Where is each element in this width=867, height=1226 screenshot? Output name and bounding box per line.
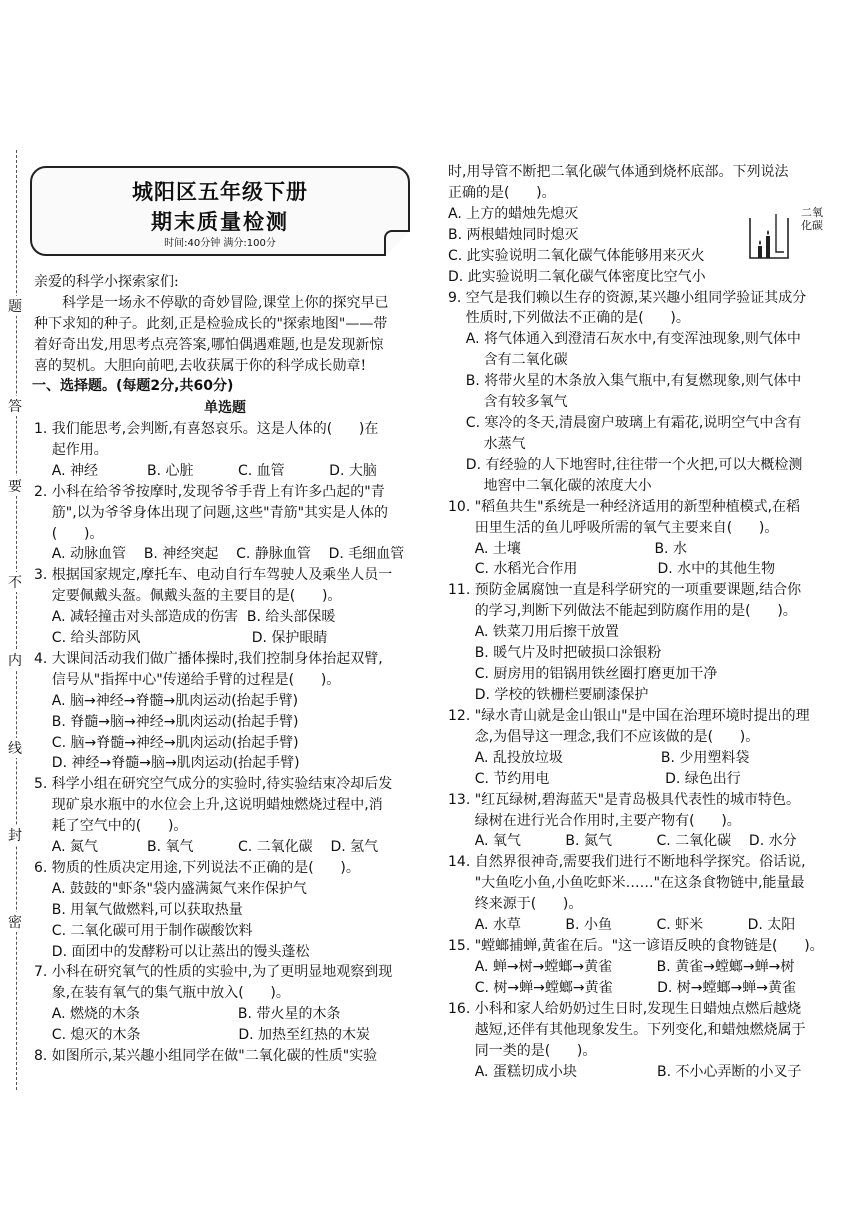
margin-word: 题 <box>3 296 27 316</box>
question-line: 终来源于( )。 <box>448 896 583 913</box>
question-line: D. 面团中的发酵粉可以让蒸出的馒头蓬松 <box>34 943 310 960</box>
title-box <box>30 166 410 256</box>
question-line: A. 铁菜刀用后擦干放置 <box>448 624 619 641</box>
question-line: A. 减轻撞击对头部造成的伤害 B. 给头部保暖 <box>34 609 336 626</box>
question-line: D. 此实验说明二氧化碳气体密度比空气小 <box>448 268 706 285</box>
candle-low-icon <box>758 246 762 258</box>
question-line: 16. 小科和家人给奶奶过生日时,发现生日蜡烛点燃后越烧 <box>448 1000 802 1017</box>
question-line: ( )。 <box>34 525 104 542</box>
intro-greeting: 亲爱的科学小探索家们: <box>34 274 179 290</box>
question-line: 3. 根据国家规定,摩托车、电动自行车驾驶人及乘坐人员一 <box>34 567 393 584</box>
margin-word: 答 <box>3 396 27 416</box>
question-line: C. 树→蝉→螳螂→黄雀 D. 树→螳螂→蝉→黄雀 <box>448 979 796 996</box>
question-line: A. 乱投放垃圾 B. 少用塑料袋 <box>448 749 750 766</box>
question-line: "大鱼吃小鱼,小鱼吃虾米……"在这条食物链中,能量最 <box>448 875 805 892</box>
question-line: 的学习,判断下列做法不能起到防腐作用的是( )。 <box>448 603 797 620</box>
question-line: 性质时,下列做法不正确的是( )。 <box>448 310 690 327</box>
question-line: A. 将气体通入到澄清石灰水中,有变浑浊现象,则气体中 <box>448 331 801 348</box>
question-line: A. 氮气 B. 氧气 C. 二氧化碳 D. 氢气 <box>34 839 379 855</box>
question-line: 9. 空气是我们赖以生存的资源,某兴趣小组同学验证其成分 <box>448 289 807 306</box>
question-line: 筋",以为爷爷身体出现了问题,这些"青筋"其实是人体的 <box>34 504 389 521</box>
question-line: A. 动脉血管 B. 神经突起 C. 静脉血管 D. 毛细血管 <box>34 546 405 563</box>
question-line: B. 脊髓→脑→神经→肌肉运动(抬起手臂) <box>34 713 299 730</box>
question-line: 10. "稻鱼共生"系统是一种经济适用的新型种植模式,在稻 <box>448 498 801 515</box>
margin-word: 密 <box>3 912 27 932</box>
margin-word: 线 <box>3 738 27 758</box>
question-line: 14. 自然界很神奇,需要我们进行不断地科学探究。俗话说, <box>448 854 806 871</box>
question-line: 2. 小科在给爷爷按摩时,发现爷爷手背上有许多凸起的"青 <box>34 483 385 500</box>
question-line: B. 两根蜡烛同时熄灭 <box>448 226 579 243</box>
question-line: C. 熄灭的木条 D. 加热至红热的木炭 <box>34 1027 371 1044</box>
beaker-figure <box>746 212 792 260</box>
question-line: 念,为倡导这一理念,我们不应该做的是( )。 <box>448 728 760 745</box>
question-line: A. 脑→神经→脊髓→肌肉运动(抬起手臂) <box>34 692 299 709</box>
intro-line: 种下求知的种子。此刻,正是检验成长的"探索地图"——带 <box>34 316 388 332</box>
question-line: 时,用导管不断把二氧化碳气体通到烧杯底部。下列说法 <box>448 164 789 180</box>
candle-high-icon <box>766 236 770 258</box>
question-line: A. 燃烧的木条 B. 带火星的木条 <box>34 1006 341 1023</box>
question-line: C. 厨房用的铝锅用铁丝圈打磨更加干净 <box>448 666 718 683</box>
question-line: A. 水草 B. 小鱼 C. 虾米 D. 太阳 <box>448 917 796 934</box>
question-line: D. 有经验的人下地窖时,往往带一个火把,可以大概检测 <box>448 456 803 473</box>
question-line: C. 脑→脊髓→神经→肌肉运动(抬起手臂) <box>34 734 299 751</box>
question-line: A. 神经 B. 心脏 C. 血管 D. 大脑 <box>34 462 377 479</box>
question-line: 5. 科学小组在研究空气成分的实验时,待实验结束冷却后发 <box>34 776 393 793</box>
binding-margin-line <box>16 150 17 1090</box>
question-line: 水蒸气 <box>448 435 526 452</box>
question-line: 15. "螳螂捕蝉,黄雀在后。"这一谚语反映的食物链是( )。 <box>448 938 824 955</box>
question-line: A. 土壤 B. 水 <box>448 540 687 557</box>
question-line: C. 此实验说明二氧化碳气体能够用来灭火 <box>448 247 705 264</box>
question-line: 信号从"指挥中心"传递给手臂的过程是( )。 <box>34 671 341 688</box>
question-line: 6. 物质的性质决定用途,下列说法不正确的是( )。 <box>34 859 360 876</box>
question-line: A. 氧气 B. 氮气 C. 二氧化碳 D. 水分 <box>448 833 797 850</box>
margin-word: 不 <box>3 572 27 592</box>
margin-word: 封 <box>3 825 27 845</box>
question-line: 7. 小科在研究氧气的性质的实验中,为了更明显地观察到现 <box>34 964 393 981</box>
margin-word: 要 <box>3 476 27 496</box>
question-line: 耗了空气中的( )。 <box>34 818 188 835</box>
figure-label: 二氧 化碳 <box>801 206 823 232</box>
question-line: A. 蛋糕切成小块 B. 不小心弄断的小叉子 <box>448 1063 802 1080</box>
page-curl-decoration <box>384 230 410 256</box>
question-line: 8. 如图所示,某兴趣小组同学在做"二氧化碳的性质"实验 <box>34 1048 378 1064</box>
question-line: 起作用。 <box>34 441 108 458</box>
exam-time-score: 时间:40分钟 满分:100分 <box>164 238 276 249</box>
question-line: 田里生活的鱼儿呼吸所需的氧气主要来自( )。 <box>448 519 779 536</box>
intro-line: 着好奇出发,用思考点亮答案,哪怕偶遇难题,也是发现新惊 <box>34 337 384 353</box>
exam-title: 城阳区五年级下册 <box>132 180 308 204</box>
exam-subtitle: 期末质量检测 <box>151 210 289 234</box>
question-line: 1. 我们能思考,会判断,有喜怒哀乐。这是人体的( )在 <box>34 421 379 437</box>
question-line: 11. 预防金属腐蚀一直是科学研究的一项重要课题,结合你 <box>448 582 802 599</box>
section-subheading: 单选题 <box>204 400 246 416</box>
question-line: 定要佩戴头盔。佩戴头盔的主要目的是( )。 <box>34 588 342 605</box>
question-line: 象,在装有氧气的集气瓶中放入( )。 <box>34 985 290 1002</box>
question-line: B. 将带火星的木条放入集气瓶中,有复燃现象,则气体中 <box>448 373 802 390</box>
question-line: C. 水稻光合作用 D. 水中的其他生物 <box>448 561 776 578</box>
question-line: 含有二氧化碳 <box>448 352 568 369</box>
question-line: 正确的是( )。 <box>448 184 556 201</box>
question-line: 越短,还伴有其他现象发生。下列变化,和蜡烛燃烧属于 <box>448 1021 806 1038</box>
question-line: 含有较多氧气 <box>448 394 568 411</box>
question-line: C. 节约用电 D. 绿色出行 <box>448 770 741 787</box>
question-line: 绿树在进行光合作用时,主要产物有( )。 <box>448 812 741 829</box>
question-line: A. 鼓鼓的"虾条"袋内盛满氮气来作保护气 <box>34 880 307 897</box>
question-line: B. 用氧气做燃料,可以获取热量 <box>34 901 243 918</box>
question-line: 12. "绿水青山就是金山银山"是中国在治理环境时提出的理 <box>448 707 810 724</box>
question-line: 同一类的是( )。 <box>448 1042 597 1059</box>
question-line: C. 二氧化碳可用于制作碳酸饮料 <box>34 922 253 939</box>
intro-line: 喜的契机。大胆向前吧,去收获属于你的科学成长勋章! <box>34 358 367 374</box>
question-line: 现矿泉水瓶中的水位会上升,这说明蜡烛燃烧过程中,消 <box>34 797 383 814</box>
question-line: 4. 大课间活动我们做广播体操时,我们控制身体抬起双臂, <box>34 650 383 667</box>
question-line: A. 上方的蜡烛先熄灭 <box>448 205 579 222</box>
question-line: 13. "红瓦绿树,碧海蓝天"是青岛极具代表性的城市特色。 <box>448 791 801 808</box>
question-line: C. 寒冷的冬天,清晨窗户玻璃上有霜花,说明空气中含有 <box>448 415 802 432</box>
question-line: D. 神经→脊髓→脑→肌肉运动(抬起手臂) <box>34 755 300 772</box>
margin-word: 内 <box>3 650 27 670</box>
question-line: 地窖中二氧化碳的浓度大小 <box>448 477 652 494</box>
intro-line: 科学是一场永不停歇的奇妙冒险,课堂上你的探究早已 <box>62 295 389 311</box>
question-line: B. 暖气片及时把破损口涂银粉 <box>448 645 662 662</box>
question-line: A. 蝉→树→螳螂→黄雀 B. 黄雀→螳螂→蝉→树 <box>448 958 795 975</box>
question-line: D. 学校的铁栅栏要刷漆保护 <box>448 687 649 703</box>
question-line: C. 给头部防风 D. 保护眼睛 <box>34 630 328 646</box>
section-heading: 一、选择题。(每题2分,共60分) <box>32 378 234 394</box>
